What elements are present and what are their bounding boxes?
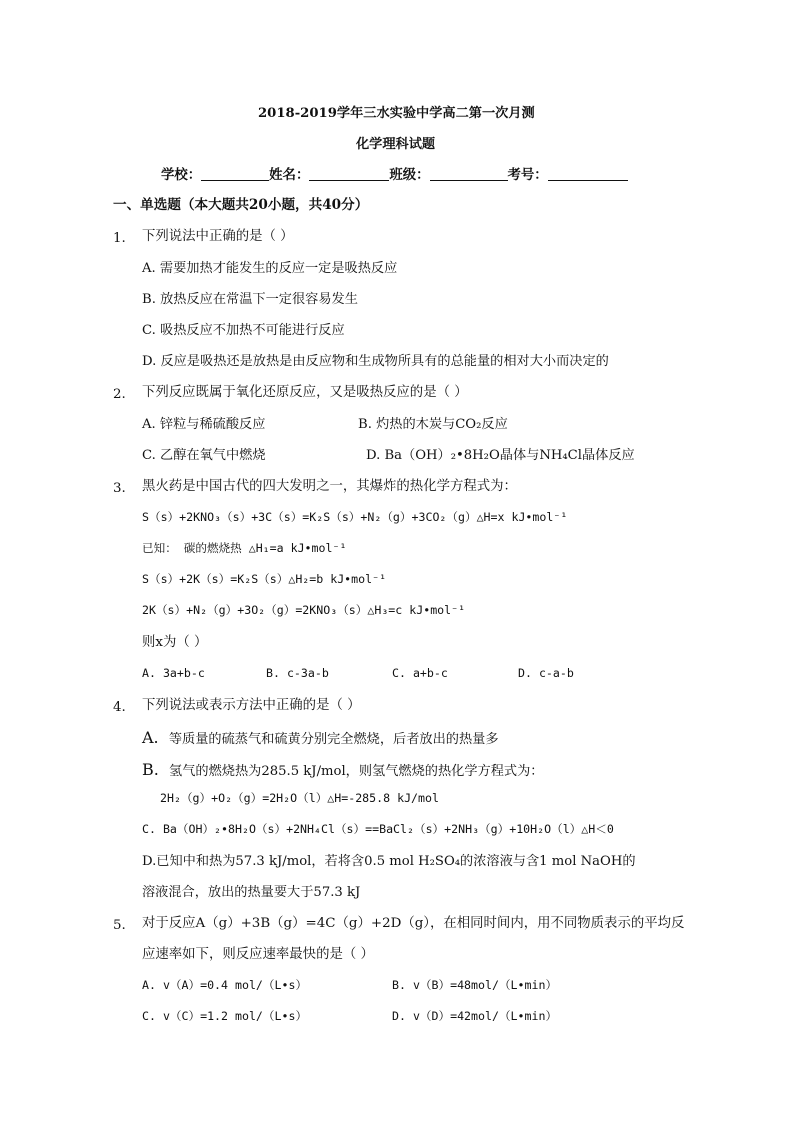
option-b-letter: B. xyxy=(142,760,159,779)
option-c: C. 吸热反应不加热不可能进行反应 xyxy=(142,323,345,338)
class-blank[interactable] xyxy=(430,168,508,181)
option-a: A. v（A）=0.4 mol/（L•s） xyxy=(142,978,308,992)
student-info-row xyxy=(161,168,628,182)
option-a: A. 锌粒与稀硫酸反应 xyxy=(142,417,266,432)
name-blank[interactable] xyxy=(309,168,389,181)
question-number: 3. xyxy=(113,481,126,496)
option-b-equation: 2H₂（g）+O₂（g）=2H₂O（l）△H=-285.8 kJ/mol xyxy=(160,791,439,805)
option-a: A. 需要加热才能发生的反应一定是吸热反应 xyxy=(142,261,398,276)
question-stem: 对于反应A（g）+3B（g）=4C（g）+2D（g），在相同时间内，用不同物质表示的平均反 xyxy=(142,916,685,931)
question-number: 5. xyxy=(113,918,126,933)
exam-subtitle: 化学理科试题 xyxy=(356,137,436,152)
option-d: D. Ba（OH）₂•8H₂O晶体与NH₄Cl晶体反应 xyxy=(366,448,635,463)
option-b: B. c-3a-b xyxy=(266,666,329,680)
option-a xyxy=(142,730,499,746)
question-stem: 下列说法或表示方法中正确的是（ ） xyxy=(142,698,361,713)
question-stem-continued: 应速率如下，则反应速率最快的是（ ） xyxy=(142,947,374,962)
question-number: 4. xyxy=(113,700,126,715)
option-a-letter: A. xyxy=(142,728,159,747)
exam-no-label: 考号： xyxy=(507,167,548,183)
equation-2: S（s）+2K（s）=K₂S（s）△H₂=b kJ•mol⁻¹ xyxy=(142,572,387,586)
question-stem: 下列说法中正确的是（ ） xyxy=(142,229,294,244)
option-d: D.已知中和热为57.3 kJ/mol，若将含0.5 mol H₂SO₄的浓溶液与含1 mol NaOH的 xyxy=(142,854,636,869)
question-number: 1. xyxy=(113,231,126,246)
option-d: D. v（D）=42mol/（L•min） xyxy=(392,1009,558,1023)
class-label: 班级： xyxy=(389,167,430,183)
option-b: B. v（B）=48mol/（L•min） xyxy=(392,978,558,992)
option-d: D. 反应是吸热还是放热是由反应物和生成物所具有的总能量的相对大小而决定的 xyxy=(142,354,609,369)
option-c: C. Ba（OH）₂•8H₂O（s）+2NH₄Cl（s）==BaCl₂（s）+2NH₃（g）+10H₂O（l）△H＜0 xyxy=(142,822,614,836)
option-c: C. v（C）=1.2 mol/（L•s） xyxy=(142,1009,308,1023)
question-stem: 黑火药是中国古代的四大发明之一，其爆炸的热化学方程式为： xyxy=(142,479,517,494)
option-a: A. 3a+b-c xyxy=(142,666,205,680)
option-a-text: 等质量的硫蒸气和硫黄分别完全燃烧，后者放出的热量多 xyxy=(168,732,499,747)
option-c: C. a+b-c xyxy=(392,666,448,680)
question-number: 2. xyxy=(113,387,126,402)
equation-main: S（s）+2KNO₃（s）+3C（s）=K₂S（s）+N₂（g）+3CO₂（g）△H=x kJ•mol⁻¹ xyxy=(142,510,568,524)
question-stem: 下列反应既属于氧化还原反应，又是吸热反应的是（ ） xyxy=(142,385,468,400)
known-condition: 已知： 碳的燃烧热 △H₁=a kJ•mol⁻¹ xyxy=(142,541,347,555)
option-b-text: 氢气的燃烧热为285.5 kJ/mol，则氢气燃烧的热化学方程式为： xyxy=(169,764,544,779)
name-label: 姓名： xyxy=(269,167,310,183)
option-b: B. 放热反应在常温下一定很容易发生 xyxy=(142,292,358,307)
option-b xyxy=(142,762,544,778)
option-d-continued: 溶液混合，放出的热量要大于57.3 kJ xyxy=(142,885,361,900)
school-label: 学校： xyxy=(161,167,202,183)
exam-no-blank[interactable] xyxy=(548,168,628,181)
equation-3: 2K（s）+N₂（g）+3O₂（g）=2KNO₃（s）△H₃=c kJ•mol⁻¹ xyxy=(142,603,466,617)
option-b: B. 灼热的木炭与CO₂反应 xyxy=(358,417,508,432)
school-blank[interactable] xyxy=(201,168,269,181)
option-d: D. c-a-b xyxy=(518,666,574,680)
exam-title: 2018-2019学年三水实验中学高二第一次月测 xyxy=(258,106,535,121)
option-c: C. 乙醇在氧气中燃烧 xyxy=(142,448,266,463)
section-title: 一、单选题（本大题共20小题，共40分） xyxy=(113,197,369,213)
question-ask: 则x为（ ） xyxy=(142,635,208,650)
